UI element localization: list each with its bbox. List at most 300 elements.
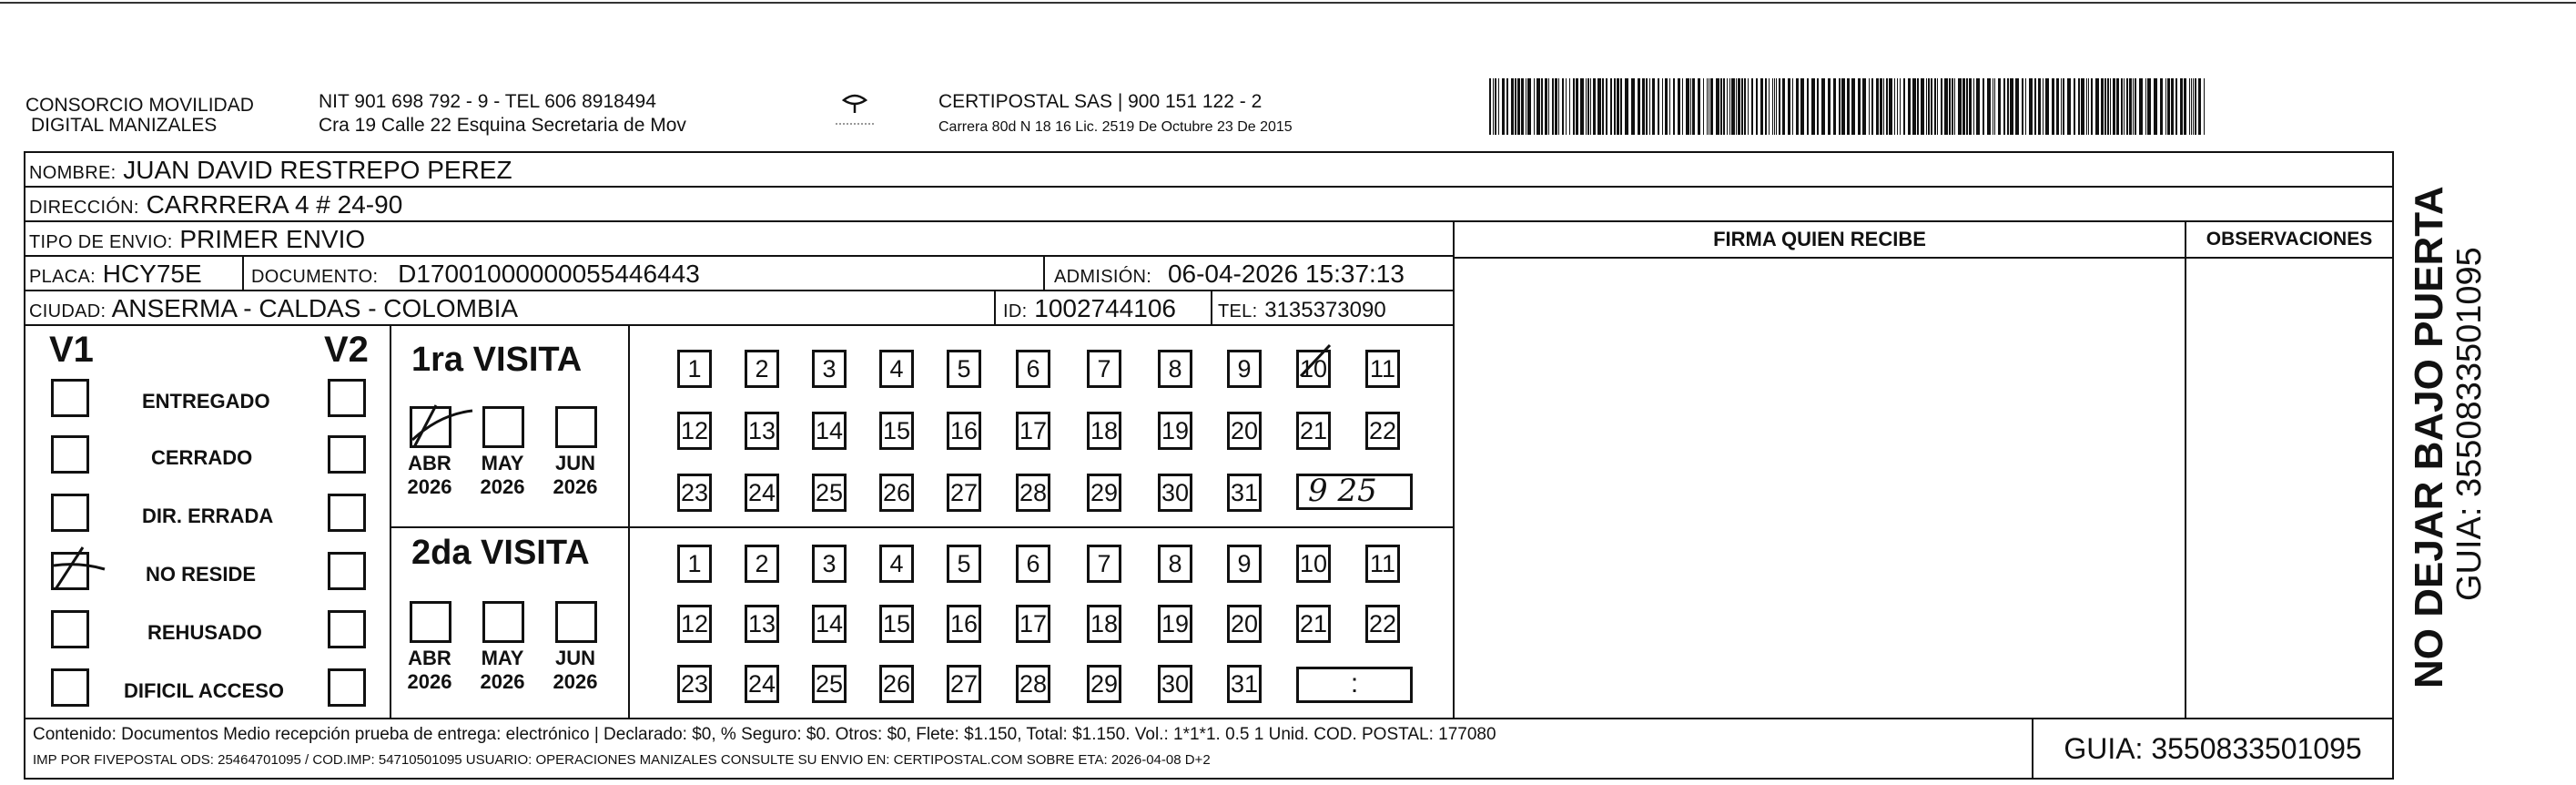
second-visit-day[interactable]: 16 [947,605,981,643]
barcode-bar [1610,78,1612,135]
barcode-bar [1908,78,1911,135]
top-rule [0,2,2576,4]
barcode-bar [2110,78,2111,135]
footer-guia: GUIA: 3550833501095 [2064,732,2362,765]
barcode-bar [1617,78,1619,135]
barcode-bar [1573,78,1575,135]
second-visit-day[interactable]: 4 [879,545,914,583]
second-visit-day[interactable]: 25 [812,665,847,703]
barcode-bar [1569,78,1570,135]
second-visit-day[interactable]: 11 [1365,545,1400,583]
status-divider [390,324,391,719]
barcode-bar [1495,78,1496,135]
month-year: 2026 [553,475,598,498]
nombre-value: JUAN DAVID RESTREPO PEREZ [123,156,512,184]
barcode-bar [1944,78,1948,135]
first-visit-day[interactable]: 18 [1087,412,1121,450]
barcode-bar [2003,78,2005,135]
documento-value: D17001000000055446443 [398,260,700,288]
first-visit-day[interactable]: 4 [879,350,914,388]
barcode-bar [2104,78,2106,135]
footer-line2: IMP POR FIVEPOSTAL ODS: 25464701095 / COD.IMP: 54710501095 USUARIO: OPERACIONES MANIZALES CONSULTE SU ENVIO EN: CERTIPOSTAL.COM SOBRE ETA: 2026-04-08 D+2 [33,752,1211,768]
barcode-bar [1912,78,1916,135]
month-name: ABR [408,452,451,474]
barcode-bar [1673,78,1675,135]
barcode-bar [1973,78,1974,135]
second-visit-day[interactable]: 15 [879,605,914,643]
barcode-bar [1851,78,1855,135]
second-visit-month-checkbox[interactable] [410,601,451,643]
barcode-bar [1646,78,1648,135]
month-name: JUN [554,647,595,669]
first-visit-day[interactable]: 7 [1087,350,1121,388]
barcode-bar [2038,78,2041,135]
barcode-bar [2167,78,2170,135]
direccion-value: CARRRERA 4 # 24-90 [146,190,403,219]
barcode-bar [1828,78,1831,135]
v1-checkbox[interactable] [51,435,89,474]
month-year: 2026 [480,475,525,498]
nit-line: NIT 901 698 792 - 9 - TEL 606 8918494 [319,91,656,112]
status-label: DIFICIL ACCESO [124,679,285,702]
barcode-bar [2160,78,2163,135]
first-visit-day[interactable]: 14 [812,412,847,450]
barcode-bar [1983,78,1984,135]
first-visit-day[interactable]: 31 [1227,474,1262,512]
firma-box [1453,220,2186,719]
barcode-bar [1658,78,1659,135]
barcode-bar [1727,78,1728,135]
month-year: 2026 [480,670,525,693]
barcode-bar [2124,78,2125,135]
barcode-bar [1903,78,1905,135]
barcode-bar [1682,78,1683,135]
second-visit-day[interactable]: 27 [947,665,981,703]
tel-value: 3135373090 [1264,298,1386,322]
placa-label: PLACA: [29,267,96,287]
first-visit-month-checkbox[interactable] [482,406,524,448]
barcode-bar [1782,78,1785,135]
barcode [1489,78,2208,135]
observaciones-label: OBSERVACIONES [2186,222,2392,259]
second-visit-day[interactable]: 28 [1016,665,1050,703]
barcode-bar [2095,78,2099,135]
company-line1: CONSORCIO MOVILIDAD [25,95,254,116]
second-visit-day[interactable]: 12 [677,605,712,643]
first-visit-month-checkbox[interactable] [555,406,597,448]
barcode-bar [2191,78,2192,135]
barcode-bar [2116,78,2119,135]
barcode-bar [2101,78,2104,135]
barcode-bar [1900,78,1901,135]
barcode-bar [2107,78,2109,135]
second-visit-title: 2da VISITA [411,534,590,572]
barcode-bar [2129,78,2132,135]
barcode-bar [1652,78,1655,135]
barcode-bar [1736,78,1737,135]
firma-label: FIRMA QUIEN RECIBE [1455,222,2185,259]
first-visit-day[interactable]: 27 [947,474,981,512]
v2-checkbox[interactable] [328,552,366,590]
first-visit-day[interactable]: 8 [1158,350,1192,388]
barcode-bar [1580,78,1584,135]
carrier-line1: CERTIPOSTAL SAS | 900 151 122 - 2 [938,91,1263,112]
barcode-bar [1937,78,1938,135]
barcode-bar [2045,78,2049,135]
second-visit-day[interactable]: 22 [1365,605,1400,643]
barcode-bar [1917,78,1919,135]
barcode-bar [1931,78,1932,135]
second-time-placeholder: : [1350,668,1359,698]
barcode-bar [1998,78,2001,135]
first-visit-day[interactable]: 3 [812,350,847,388]
second-visit-day[interactable]: 5 [947,545,981,583]
barcode-bar [1941,78,1942,135]
barcode-bar [1969,78,1972,135]
barcode-bar [1545,78,1547,135]
second-visit-day[interactable]: 9 [1227,545,1262,583]
first-visit-day[interactable]: 19 [1158,412,1192,450]
barcode-bar [1954,78,1955,135]
nombre-row [24,151,2394,188]
barcode-bar [1548,78,1549,135]
barcode-bar [1716,78,1719,135]
carrier-logo-icon [830,93,879,131]
barcode-bar [2204,78,2205,135]
nombre-label: NOMBRE: [29,163,117,183]
barcode-bar [1788,78,1790,135]
barcode-bar [1821,78,1825,135]
barcode-bar [1498,78,1499,135]
barcode-bar [1562,78,1564,135]
barcode-bar [2126,78,2128,135]
second-visit-day[interactable]: 19 [1158,605,1192,643]
check-mark-icon [409,403,472,449]
second-visit-day[interactable]: 29 [1087,665,1121,703]
ciudad-label: CIUDAD: [29,301,106,321]
month-name: JUN [554,452,595,474]
barcode-bar [1710,78,1713,135]
first-visit-month-label [473,452,532,499]
barcode-bar [2175,78,2177,135]
barcode-bar [1620,78,1622,135]
first-visit-day[interactable]: 17 [1016,412,1050,450]
first-visit-day[interactable]: 1 [677,350,712,388]
barcode-bar [1662,78,1663,135]
second-visit-day[interactable]: 8 [1158,545,1192,583]
first-visit-day[interactable]: 2 [745,350,779,388]
barcode-bar [2010,78,2013,135]
barcode-bar [1638,78,1640,135]
v1-checkbox[interactable] [51,552,89,590]
barcode-bar [1586,78,1587,135]
barcode-bar [1698,78,1700,135]
tipo-value: PRIMER ENVIO [179,225,366,253]
barcode-bar [1880,78,1882,135]
barcode-bar [1593,78,1596,135]
second-visit-month-label [546,647,604,694]
v1-checkbox[interactable] [51,494,89,532]
direccion-row [24,186,2394,222]
barcode-bar [1521,78,1524,135]
barcode-bar [1962,78,1965,135]
second-visit-day[interactable]: 13 [745,605,779,643]
barcode-bar [1552,78,1554,135]
footer-line1: Contenido: Documentos Medio recepción prueba de entrega: electrónico | Declarado: $0, % Seguro: $0. Otros: $0, Flete: $1.150, Total: $1.150. Vol.: 1*1*1. 0.5 1 Unid. COD. POSTAL: 177080 [33,725,1496,744]
second-visit-day[interactable]: 21 [1296,605,1331,643]
second-visit-day[interactable]: 26 [879,665,914,703]
second-visit-month-checkbox[interactable] [482,601,524,643]
barcode-bar [1590,78,1591,135]
side-guia-text: GUIA: 3550833501095 [2450,247,2489,601]
barcode-bar [1952,78,1953,135]
second-visit-day[interactable]: 6 [1016,545,1050,583]
id-value: 1002744106 [1034,294,1176,322]
barcode-bar [1833,78,1836,135]
first-visit-day[interactable]: 22 [1365,412,1400,450]
v2-checkbox[interactable] [328,379,366,417]
barcode-bar [1625,78,1628,135]
second-visit-day[interactable]: 10 [1296,545,1331,583]
barcode-bar [1665,78,1668,135]
month-name: ABR [408,647,451,669]
barcode-bar [1921,78,1924,135]
ciudad-value: ANSERMA - CALDAS - COLOMBIA [111,294,519,322]
first-visit-day[interactable]: 6 [1016,350,1050,388]
barcode-bar [1678,78,1680,135]
second-visit-day[interactable]: 23 [677,665,712,703]
barcode-bar [1928,78,1930,135]
second-visit-day[interactable]: 18 [1087,605,1121,643]
first-visit-month-label [546,452,604,499]
barcode-bar [1703,78,1704,135]
barcode-bar [2056,78,2059,135]
second-visit-day[interactable]: 2 [745,545,779,583]
barcode-bar [1576,78,1578,135]
first-visit-month-label [401,452,459,499]
first-visit-day[interactable]: 21 [1296,412,1331,450]
barcode-bar [1847,78,1850,135]
barcode-bar [1756,78,1758,135]
barcode-bar [1720,78,1722,135]
barcode-bar [1741,78,1743,135]
month-name: MAY [481,647,524,669]
barcode-bar [2171,78,2174,135]
barcode-bar [2025,78,2026,135]
first-visit-day[interactable]: 13 [745,412,779,450]
first-visit-month-checkbox[interactable] [410,406,451,448]
barcode-bar [2063,78,2064,135]
tipo-label: TIPO DE ENVIO: [29,232,173,252]
tipo-row [24,220,1455,257]
tel-label: TEL: [1218,301,1258,321]
documento-label: DOCUMENTO: [251,267,379,287]
barcode-bar [2078,78,2080,135]
barcode-bar [1534,78,1535,135]
barcode-bar [2088,78,2089,135]
v1-checkbox[interactable] [51,610,89,648]
barcode-bar [1631,78,1635,135]
first-time-box[interactable] [1296,474,1413,510]
first-visit-day[interactable]: 26 [879,474,914,512]
barcode-bar [1558,78,1559,135]
barcode-bar [1958,78,1962,135]
barcode-bar [1587,78,1589,135]
second-visit-month-label [473,647,532,694]
placa-row [24,255,1455,291]
second-time-box[interactable] [1296,667,1413,703]
barcode-bar [1772,78,1773,135]
first-time-handwritten: 9 25 [1308,473,1377,509]
v1-checkbox[interactable] [51,668,89,707]
first-visit-day[interactable]: 24 [745,474,779,512]
barcode-bar [2193,78,2194,135]
first-visit-day[interactable]: 16 [947,412,981,450]
barcode-bar [1555,78,1557,135]
barcode-bar [1729,78,1730,135]
barcode-bar [1934,78,1936,135]
barcode-bar [1614,78,1616,135]
barcode-bar [1883,78,1884,135]
second-visit-day[interactable]: 30 [1158,665,1192,703]
second-visit-day[interactable]: 31 [1227,665,1262,703]
v2-checkbox[interactable] [328,435,366,474]
barcode-bar [1862,78,1866,135]
admision-label: ADMISIÓN: [1054,267,1152,287]
status-label: ENTREGADO [142,390,270,413]
second-visit-day[interactable]: 14 [812,605,847,643]
status-label: REHUSADO [147,621,262,644]
first-visit-day[interactable]: 10 [1296,350,1331,388]
barcode-bar [1886,78,1888,135]
barcode-bar [1760,78,1763,135]
second-visit-day[interactable]: 7 [1087,545,1121,583]
barcode-bar [2029,78,2033,135]
barcode-bar [1692,78,1695,135]
first-visit-day[interactable]: 23 [677,474,712,512]
barcode-bar [1690,78,1691,135]
direccion-label: DIRECCIÓN: [29,198,139,218]
first-visit-day[interactable]: 9 [1227,350,1262,388]
barcode-bar [1738,78,1740,135]
month-year: 2026 [407,670,452,693]
barcode-bar [1811,78,1815,135]
v1-checkbox[interactable] [51,379,89,417]
barcode-bar [2022,78,2023,135]
barcode-bar [1807,78,1809,135]
barcode-bar [1894,78,1895,135]
barcode-bar [2147,78,2151,135]
month-name: MAY [481,452,524,474]
barcode-bar [1966,78,1968,135]
barcode-bar [2015,78,2019,135]
barcode-bar [2007,78,2009,135]
barcode-bar [1774,78,1775,135]
barcode-bar [1987,78,1991,135]
first-visit-day[interactable]: 5 [947,350,981,388]
address-line: Cra 19 Calle 22 Esquina Secretaria de Mov [319,115,686,136]
second-visit-day[interactable]: 20 [1227,605,1262,643]
barcode-bar [1515,78,1516,135]
barcode-bar [2195,78,2196,135]
barcode-bar [2184,78,2186,135]
first-visit-day[interactable]: 12 [677,412,712,450]
barcode-bar [1493,78,1494,135]
barcode-bar [1841,78,1845,135]
id-label: ID: [1003,301,1028,321]
first-visit-day[interactable]: 15 [879,412,914,450]
barcode-bar [1765,78,1767,135]
second-visit-month-label [401,647,459,694]
barcode-bar [1876,78,1879,135]
v2-checkbox[interactable] [328,494,366,532]
first-visit-day[interactable]: 20 [1227,412,1262,450]
v2-checkbox[interactable] [328,668,366,707]
first-visit-day[interactable]: 28 [1016,474,1050,512]
second-visit-day[interactable]: 3 [812,545,847,583]
barcode-bar [1839,78,1841,135]
barcode-bar [1511,78,1514,135]
first-visit-title: 1ra VISITA [411,341,583,379]
barcode-bar [1723,78,1725,135]
first-visit-day[interactable]: 25 [812,474,847,512]
barcode-bar [1779,78,1780,135]
barcode-bar [2180,78,2183,135]
status-label: DIR. ERRADA [142,505,274,527]
v2-checkbox[interactable] [328,610,366,648]
placa-value: HCY75E [102,260,202,288]
month-year: 2026 [553,670,598,693]
barcode-bar [1527,78,1531,135]
barcode-bar [2074,78,2075,135]
status-label: CERRADO [151,446,253,469]
barcode-bar [1858,78,1861,135]
barcode-bar [1751,78,1753,135]
barcode-bar [2198,78,2201,135]
month-year: 2026 [407,475,452,498]
barcode-bar [1792,78,1793,135]
barcode-bar [1566,78,1567,135]
second-visit-day[interactable]: 1 [677,545,712,583]
barcode-bar [1602,78,1604,135]
barcode-bar [1489,78,1491,135]
barcode-bar [2052,78,2054,135]
barcode-bar [2043,78,2044,135]
barcode-bar [1871,78,1873,135]
first-visit-day[interactable]: 29 [1087,474,1121,512]
barcode-bar [1606,78,1607,135]
barcode-bar [1517,78,1520,135]
barcode-bar [1669,78,1670,135]
months-divider [628,324,630,719]
barcode-bar [2135,78,2136,135]
second-visit-day[interactable]: 24 [745,665,779,703]
first-visit-day[interactable]: 30 [1158,474,1192,512]
barcode-bar [1707,78,1708,135]
barcode-bar [1800,78,1804,135]
first-visit-day[interactable]: 11 [1365,350,1400,388]
second-visit-month-checkbox[interactable] [555,601,597,643]
barcode-bar [1642,78,1645,135]
second-visit-day[interactable]: 17 [1016,605,1050,643]
v2-label: V2 [324,330,369,370]
barcode-bar [1976,78,1980,135]
barcode-bar [1817,78,1819,135]
barcode-bar [1731,78,1735,135]
ciudad-row [24,290,1455,326]
barcode-bar [1502,78,1505,135]
barcode-bar [1796,78,1799,135]
